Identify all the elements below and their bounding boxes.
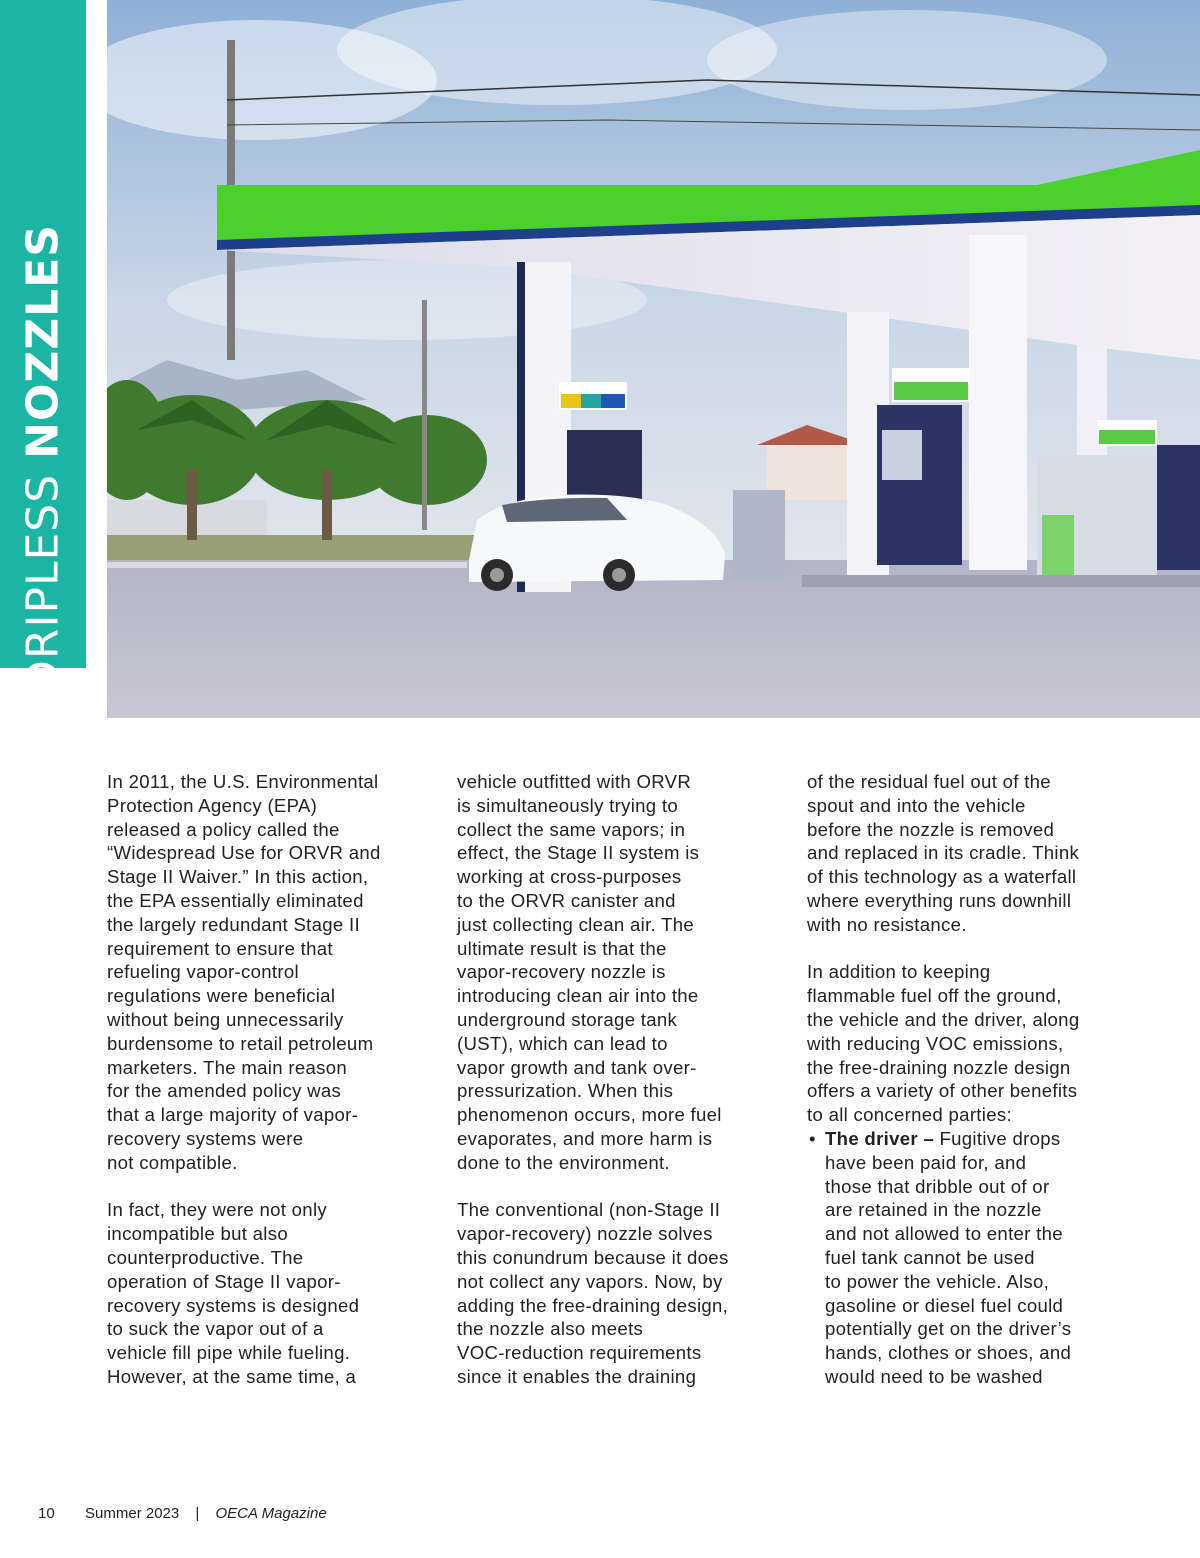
text-column-2 xyxy=(457,770,787,1389)
footer-separator: | xyxy=(195,1505,200,1522)
bullet-text: Fugitive drops have been paid for, and those that dribble out of or are retained in the nozzle and not allowed to enter the fuel tank cannot be used to power the vehicle. Also, gasoline or diesel fuel could potentially get on the driver’s hands, clothes or shoes, and would need to be washed xyxy=(825,1127,1072,1387)
text-column-1 xyxy=(107,770,437,1389)
section-tab xyxy=(0,0,86,694)
paragraph: of the residual fuel out of the spout and into the vehicle before the nozzle is removed and replaced in its cradle. Think of this technology as a waterfall where everything runs downhill with no resistance. xyxy=(807,771,1080,935)
bullet-marker: • xyxy=(809,1127,816,1149)
page-number: 10 xyxy=(38,1505,55,1522)
page-footer xyxy=(38,1505,327,1522)
bullet-heading: The driver – xyxy=(825,1127,935,1149)
gas-station-photo xyxy=(107,0,1200,718)
bullet-item-driver xyxy=(807,1127,1147,1389)
issue-date: Summer 2023 xyxy=(85,1505,180,1522)
paragraph: The conventional (non-Stage II vapor-recovery) nozzle solves this conundrum because it does not collect any vapors. Now, by adding the free-draining design, the nozzle also meets VOC-reduction requirements since it enables the draining xyxy=(457,1199,729,1387)
text-column-3 xyxy=(807,770,1147,1389)
paragraph: In fact, they were not only incompatible but also counterproductive. The operation of Stage II vapor- recovery systems is designed to suck the vapor out of a vehicle fill pipe while fueling. However, at the same time, a xyxy=(107,1199,360,1387)
paragraph: In addition to keeping flammable fuel off the ground, the vehicle and the driver, along with reducing VOC emissions, the free-draining nozzle design offers a variety of other benefits to all concerned parties: xyxy=(807,961,1080,1126)
paragraph: In 2011, the U.S. Environmental Protection Agency (EPA) released a policy called the “Widespread Use for ORVR and Stage II Waiver.” In this action, the EPA essentially eliminated the largely redundant Stage II requirement to ensure that refueling vapor-control regulations were beneficial without being unnecessarily burdensome to retail petroleum marketers. The main reason for the amended policy was that a large majority of vapor- recovery systems were not compatible. xyxy=(107,771,381,1173)
section-title-bold: NOZZLES xyxy=(17,224,69,459)
magazine-name: OECA Magazine xyxy=(215,1505,327,1522)
section-title xyxy=(18,224,69,694)
paragraph: vehicle outfitted with ORVR is simultaneously trying to collect the same vapors; in effect, the Stage II system is working at cross-purposes to the ORVR canister and just collecting clean air. The ultimate result is that the vapor-recovery nozzle is introducing clean air into the underground storage tank (UST), which can lead to vapor growth and tank over- pressurization. When this phenomenon occurs, more fuel evaporates, and more harm is done to the environment. xyxy=(457,771,722,1173)
section-title-light: DRIPLESS xyxy=(17,458,69,694)
